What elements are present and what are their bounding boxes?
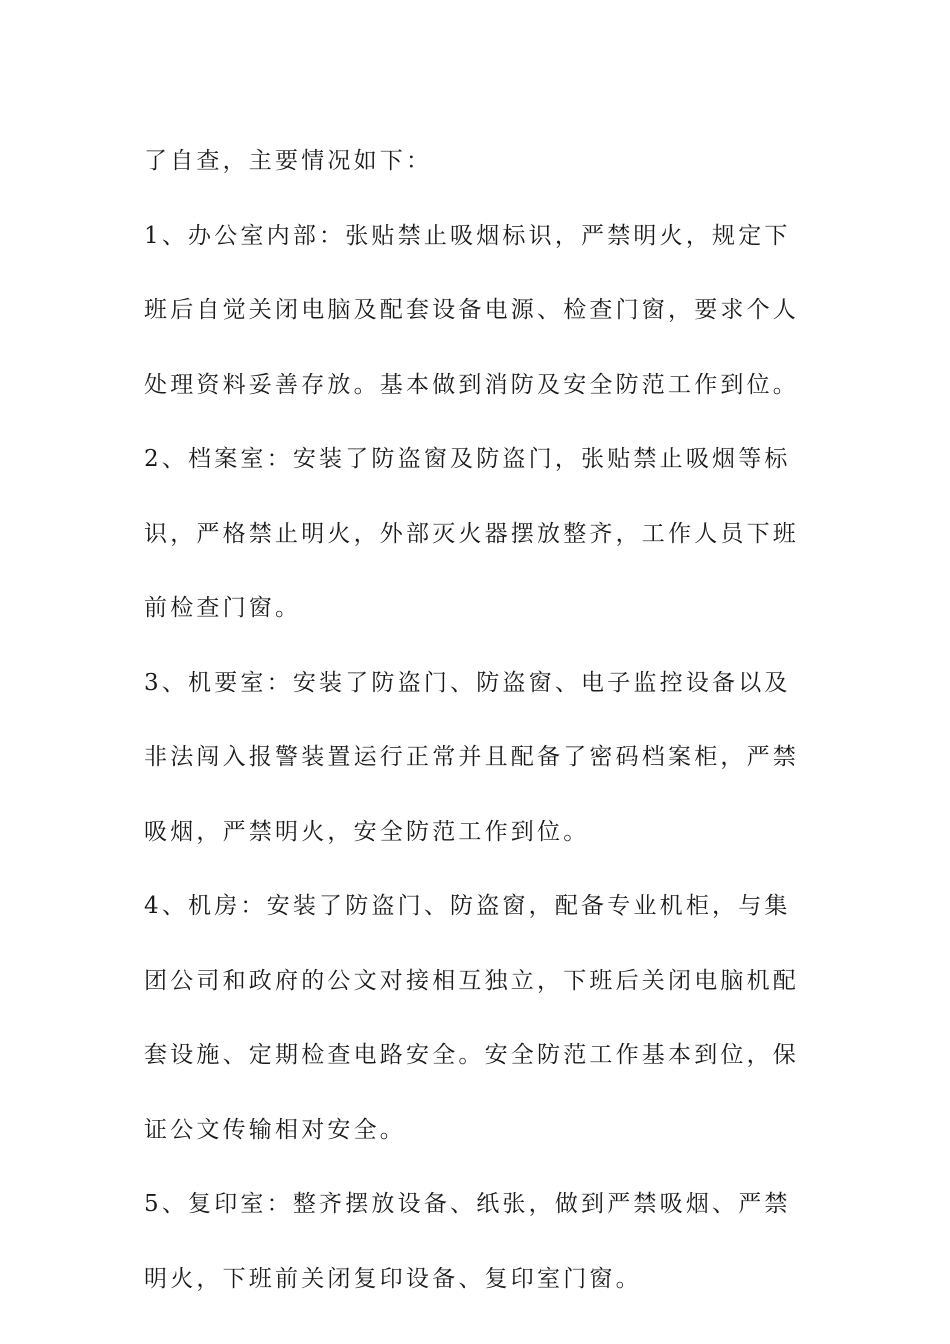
paragraph-confidential-room: 3、机要室：安装了防盗门、防盗窗、电子监控设备以及非法闯入报警装置运行正常并且配备了密码档案柜，严禁吸烟，严禁明火，安全防范工作到位。 bbox=[144, 669, 799, 845]
paragraph-copy-room: 5、复印室：整齐摆放设备、纸张，做到严禁吸烟、严禁明火，下班前关闭复印设备、复印室门窗。 bbox=[144, 1191, 791, 1292]
paragraph-intro: 了自查，主要情况如下： bbox=[144, 148, 433, 174]
paragraph-archive-room: 2、档案室：安装了防盗窗及防盗门，张贴禁止吸烟等标识，严格禁止明火，外部灭火器摆放整齐，工作人员下班前检查门窗。 bbox=[144, 446, 799, 621]
paragraph-office: 1、办公室内部：张贴禁止吸烟标识，严禁明火，规定下班后自觉关闭电脑及配套设备电源、检查门窗，要求个人处理资料妥善存放。基本做到消防及安全防范工作到位。 bbox=[144, 222, 799, 398]
document-body bbox=[144, 124, 808, 1316]
paragraph-server-room: 4、机房：安装了防盗门、防盗窗，配备专业机柜，与集团公司和政府的公文对接相互独立，下班后关闭电脑机配套设施、定期检查电路安全。安全防范工作基本到位，保证公文传输相对安全。 bbox=[144, 893, 799, 1143]
